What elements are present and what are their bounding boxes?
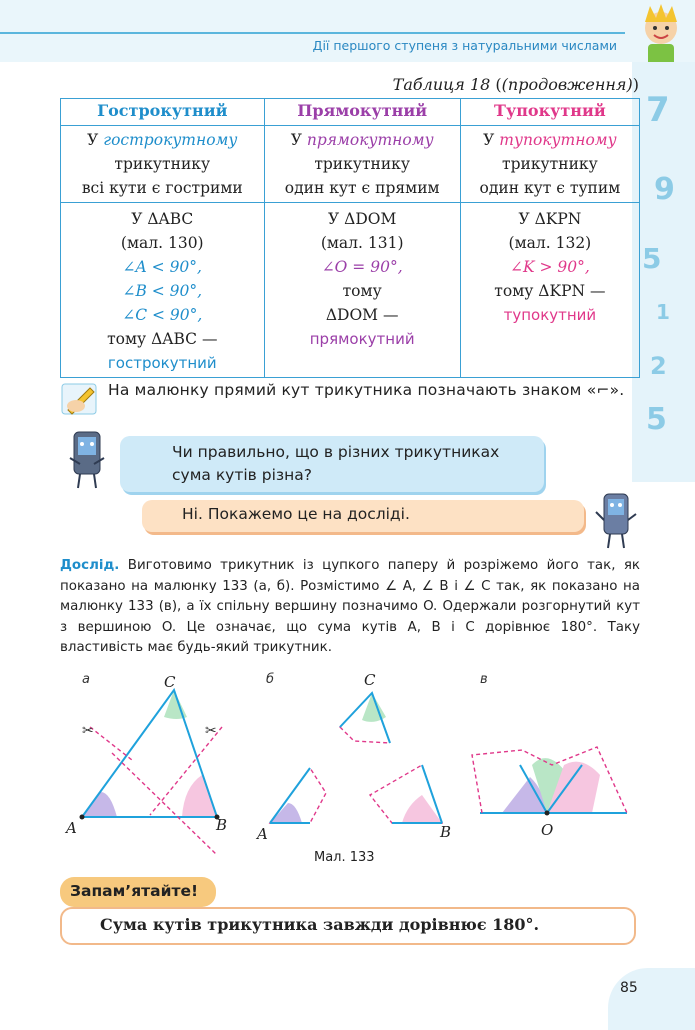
figure-caption: Мал. 133 [314,850,375,865]
example-acute: У ΔABC (мал. 130) ∠A < 90°, ∠B < 90°, ∠C < 90°, тому ΔABC — гострокутний [61,203,265,378]
experiment-lead: Дослід. [60,558,120,573]
label-a-A: A [66,819,77,837]
triangle-types-table [60,98,640,378]
remember-label: Запам’ятайте! [70,882,199,900]
phone-character-2-icon [592,490,640,552]
hand-pencil-icon [60,380,104,420]
header-obtuse: Тупокутний [460,99,639,126]
header-rule [0,32,625,34]
scissors-right-icon: ✂ [205,723,217,739]
label-a-B: B [216,816,228,834]
def-acute: У гострокутному трикутнику всі кути є гострими [61,126,265,203]
rule-box [60,907,636,945]
experiment-text: Виготовимо трикутник із цупкого паперу й розріжемо його так, як показано на малюнку 133 (а, б). Розмістимо ∠ A, ∠ B і ∠ C так, як показано на малюнку 133 (в), а їх спільну вершину позначимо O. Одержали розгорнутий кут з вершиною O. Це означає, що сума кутів A, B і C дорівнює 180°. Таку властивість має будь-який трикутник. [60,558,641,655]
page-number: 85 [620,980,638,996]
remember-label-box [60,877,216,907]
page-corner [608,968,695,1030]
header-acute: Гострокутний [61,99,265,126]
panel-label-c: в [480,672,488,687]
figure-133 [52,665,652,855]
label-a-C: C [164,673,176,691]
panel-label-b: б [266,672,275,687]
question-bubble [120,436,544,492]
label-c-O: O [541,821,554,839]
assembled-angles [472,747,627,816]
answer-text: Ні. Покажемо це на досліді. [182,505,410,523]
side-decoration: 7 9 5 1 2 5 [632,62,695,482]
question-text: Чи правильно, що в різних трикутниках сума кутів різна? [172,443,500,484]
right-angle-note: На малюнку прямий кут трикутника позначають знаком «⌐». [108,381,625,399]
answer-bubble [142,500,584,532]
label-b-B: B [440,823,452,841]
cut-pieces [270,693,442,823]
scissors-left-icon: ✂ [82,723,94,739]
experiment-paragraph [60,556,640,659]
label-b-A: A [257,825,268,843]
phone-character-icon [62,428,112,492]
header-right: Прямокутний [264,99,460,126]
panel-label-a: а [82,672,90,687]
table-caption: Таблиця 18 ((продовження)) [392,75,639,94]
def-right: У прямокутному трикутнику один кут є прямим [264,126,460,203]
example-obtuse: У ΔKPN (мал. 132) ∠K > 90°, тому ΔKPN — тупокутний [460,203,639,378]
rule-text: Сума кутів трикутника завжди дорівнює 180°. [100,915,540,934]
section-title: Дії першого ступеня з натуральними числами [312,38,617,53]
def-obtuse: У тупокутному трикутнику один кут є тупим [460,126,639,203]
triangle-full [80,690,223,855]
label-b-C: C [364,671,376,689]
example-right: У ΔDOM (мал. 131) ∠O = 90°, тому ΔDOM — прямокутний [264,203,460,378]
